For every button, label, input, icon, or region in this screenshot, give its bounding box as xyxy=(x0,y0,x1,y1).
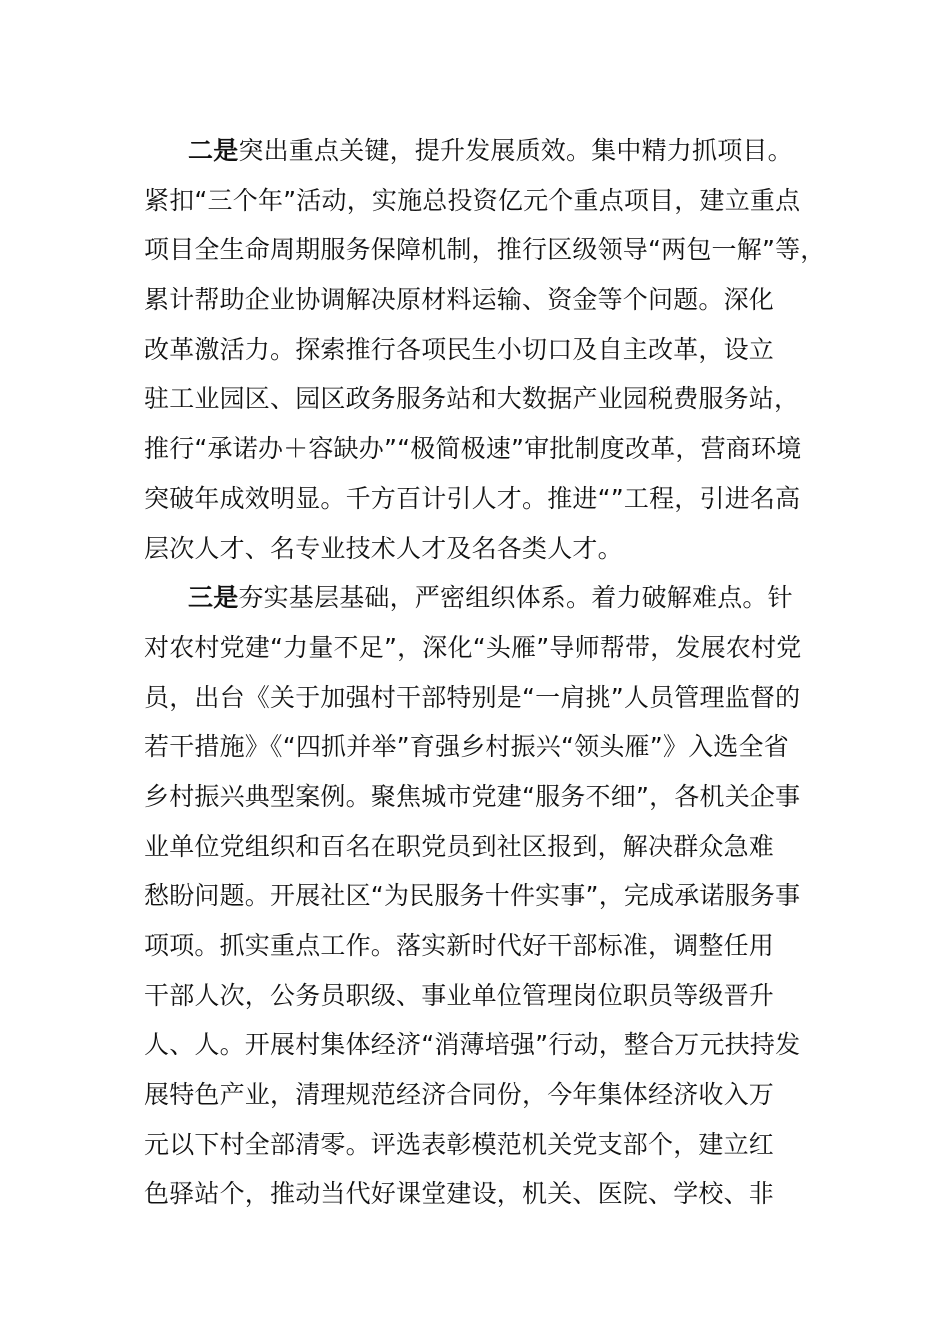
paragraph-2-lead: 二是 xyxy=(188,136,239,165)
paragraph-2-line-1 xyxy=(144,126,844,176)
paragraph-3-line-11: 展特色产业，清理规范经济合同份，今年集体经济收入万 xyxy=(144,1080,775,1110)
paragraph-3-line-5: 乡村振兴典型案例。聚焦城市党建“服务不细”，各机关企事 xyxy=(144,781,801,811)
paragraph-2-line-8: 突破年成效明显。千方百计引人才。推进“”工程，引进名高 xyxy=(144,483,801,513)
paragraph-3-line-7: 愁盼问题。开展社区“为民服务十件实事”，完成承诺服务事 xyxy=(144,881,801,911)
paragraph-2-line-7: 推行“承诺办＋容缺办”“极简极速”审批制度改革，营商环境 xyxy=(144,434,802,464)
paragraph-3-lead: 三是 xyxy=(188,583,239,613)
paragraph-3-line-10: 人、人。开展村集体经济“消薄培强”行动，整合万元扶持发 xyxy=(144,1030,801,1060)
paragraph-3-line-4: 若干措施》《“四抓并举”育强乡村振兴“领头雁”》入选全省 xyxy=(144,732,789,762)
document-body xyxy=(144,126,844,1219)
paragraph-2-line-2: 紧扣“三个年”活动，实施总投资亿元个重点项目，建立重点 xyxy=(144,185,801,215)
paragraph-3-line-2: 对农村党建“力量不足”，深化“头雁”导师帮带，发展农村党 xyxy=(144,632,802,662)
paragraph-2-line-5: 改革激活力。探索推行各项民生小切口及自主改革，设立 xyxy=(144,334,775,364)
paragraph-3-line-12: 元以下村全部清零。评选表彰模范机关党支部个，建立红 xyxy=(144,1129,775,1159)
paragraph-2-line-3: 项目全生命周期服务保障机制，推行区级领导“两包一解”等， xyxy=(144,235,826,265)
paragraph-3-line-8: 项项。抓实重点工作。落实新时代好干部标准，调整任用 xyxy=(144,931,775,960)
paragraph-3-line-9: 干部人次，公务员职级、事业单位管理岗位职员等级晋升 xyxy=(144,980,775,1010)
paragraph-3-line-13: 色驿站个，推动当代好课堂建设，机关、医院、学校、非 xyxy=(144,1179,775,1209)
paragraph-2-line-9: 层次人才、名专业技术人才及名各类人才。 xyxy=(144,533,623,563)
paragraph-2-line-4: 累计帮助企业协调解决原材料运输、资金等个问题。深化 xyxy=(144,285,775,315)
paragraph-3-line-3: 员，出台《关于加强村干部特别是“一肩挑”人员管理监督的 xyxy=(144,682,801,712)
paragraph-3-line-1 xyxy=(144,573,844,623)
paragraph-2-text: 突出重点关键，提升发展质效。集中精力抓项目。 xyxy=(238,136,793,165)
paragraph-2-line-6: 驻工业园区、园区政务服务站和大数据产业园税费服务站， xyxy=(144,384,800,414)
paragraph-3-line-6: 业单位党组织和百名在职党员到社区报到，解决群众急难 xyxy=(144,831,775,861)
paragraph-3-text: 夯实基层基础，严密组织体系。着力破解难点。针 xyxy=(238,583,793,613)
